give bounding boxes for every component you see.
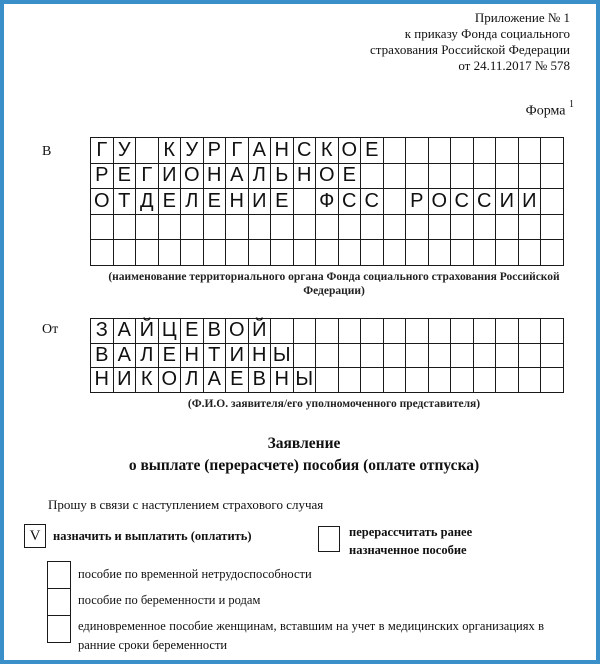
letter-cell[interactable]: Л (181, 368, 204, 393)
letter-cell[interactable] (451, 138, 474, 164)
letter-cell[interactable]: У (181, 138, 204, 164)
letter-cell[interactable] (541, 343, 564, 368)
letter-cell[interactable] (361, 319, 384, 344)
letter-cell[interactable] (496, 319, 519, 344)
letter-cell[interactable] (406, 214, 429, 240)
letter-cell[interactable] (338, 368, 361, 393)
letter-cell[interactable] (271, 214, 294, 240)
letter-cell[interactable] (428, 214, 451, 240)
letter-cell[interactable] (361, 240, 384, 266)
letter-cell[interactable] (428, 138, 451, 164)
letter-cell[interactable] (136, 214, 159, 240)
letter-cell[interactable] (406, 240, 429, 266)
letter-cell[interactable]: В (203, 319, 226, 344)
letter-cell[interactable] (451, 240, 474, 266)
letter-cell[interactable] (226, 240, 249, 266)
request-intro: Прошу в связи с наступлением страхового случая (48, 497, 324, 512)
recipient-grid-row (91, 240, 564, 266)
appendix-line: от 24.11.2017 № 578 (458, 58, 570, 73)
letter-cell[interactable]: Ы (293, 368, 316, 393)
letter-cell[interactable] (361, 214, 384, 240)
letter-cell[interactable] (113, 240, 136, 266)
letter-cell[interactable] (338, 343, 361, 368)
letter-cell[interactable] (473, 214, 496, 240)
letter-cell[interactable] (473, 240, 496, 266)
letter-cell[interactable]: И (496, 189, 519, 215)
letter-cell[interactable]: Е (226, 368, 249, 393)
letter-cell[interactable]: Г (136, 163, 159, 189)
letter-cell[interactable] (181, 214, 204, 240)
letter-cell[interactable]: Л (136, 343, 159, 368)
recipient-grid-row (91, 214, 564, 240)
letter-cell[interactable] (293, 319, 316, 344)
letter-cell[interactable] (473, 163, 496, 189)
letter-cell[interactable] (451, 343, 474, 368)
letter-cell[interactable] (451, 319, 474, 344)
letter-cell[interactable] (541, 368, 564, 393)
letter-cell[interactable] (383, 319, 406, 344)
letter-cell[interactable]: Е (181, 319, 204, 344)
letter-cell[interactable] (181, 240, 204, 266)
letter-cell[interactable] (428, 240, 451, 266)
letter-cell[interactable]: А (113, 319, 136, 344)
letter-cell[interactable] (518, 163, 541, 189)
letter-cell[interactable]: О (428, 189, 451, 215)
letter-cell[interactable] (428, 343, 451, 368)
letter-cell[interactable]: Е (158, 189, 181, 215)
letter-cell[interactable]: Е (271, 189, 294, 215)
recalculate-label-line: назначенное пособие (349, 543, 467, 557)
letter-cell[interactable]: С (361, 189, 384, 215)
letter-cell[interactable]: Е (158, 343, 181, 368)
letter-cell[interactable]: Й (248, 319, 271, 344)
letter-cell[interactable] (316, 368, 339, 393)
letter-cell[interactable] (361, 368, 384, 393)
letter-cell[interactable]: Р (203, 138, 226, 164)
letter-cell[interactable]: Н (271, 138, 294, 164)
form-footnote-mark: 1 (569, 99, 574, 110)
letter-cell[interactable]: В (248, 368, 271, 393)
letter-cell[interactable] (496, 138, 519, 164)
document-subtitle: о выплате (перерасчете) пособия (оплате отпуска) (128, 457, 480, 474)
letter-cell[interactable] (383, 138, 406, 164)
letter-cell[interactable]: Н (248, 343, 271, 368)
letter-cell[interactable] (293, 343, 316, 368)
letter-cell[interactable] (473, 368, 496, 393)
letter-cell[interactable] (293, 189, 316, 215)
letter-cell[interactable]: К (316, 138, 339, 164)
letter-cell[interactable]: И (113, 368, 136, 393)
letter-cell[interactable] (158, 240, 181, 266)
letter-cell[interactable]: Й (136, 319, 159, 344)
letter-cell[interactable]: В (91, 343, 114, 368)
letter-cell[interactable] (316, 319, 339, 344)
letter-cell[interactable]: Т (113, 189, 136, 215)
letter-cell[interactable] (406, 368, 429, 393)
letter-cell[interactable]: И (226, 343, 249, 368)
letter-cell[interactable] (248, 214, 271, 240)
letter-cell[interactable] (428, 319, 451, 344)
letter-cell[interactable] (406, 343, 429, 368)
letter-cell[interactable]: И (518, 189, 541, 215)
letter-cell[interactable] (136, 138, 159, 164)
letter-cell[interactable] (518, 368, 541, 393)
early-registration-label: единовременное пособие женщинам, вставшим на учет в медицинских организациях в ранние сроки беременности (78, 619, 544, 652)
letter-cell[interactable]: Н (293, 163, 316, 189)
letter-cell[interactable] (293, 214, 316, 240)
early-registration-checkbox[interactable] (47, 615, 71, 643)
letter-cell[interactable] (541, 319, 564, 344)
letter-cell[interactable] (226, 214, 249, 240)
letter-cell[interactable] (496, 163, 519, 189)
appendix-line: страхования Российской Федерации (370, 42, 570, 57)
temporary-disability-checkbox[interactable] (47, 561, 71, 589)
letter-cell[interactable]: С (451, 189, 474, 215)
letter-cell[interactable]: И (248, 189, 271, 215)
letter-cell[interactable]: Л (248, 163, 271, 189)
letter-cell[interactable] (473, 319, 496, 344)
letter-cell[interactable]: С (293, 138, 316, 164)
letter-cell[interactable] (361, 163, 384, 189)
applicant-grid-row (91, 343, 564, 368)
letter-cell[interactable]: Е (113, 163, 136, 189)
letter-cell[interactable]: Ы (271, 343, 294, 368)
assign-pay-label: назначить и выплатить (оплатить) (53, 529, 252, 543)
letter-cell[interactable] (383, 368, 406, 393)
letter-cell[interactable] (316, 214, 339, 240)
letter-cell[interactable] (518, 319, 541, 344)
applicant-grid[interactable] (90, 318, 564, 393)
letter-cell[interactable] (541, 138, 564, 164)
letter-cell[interactable] (91, 240, 114, 266)
letter-cell[interactable]: З (91, 319, 114, 344)
letter-cell[interactable] (518, 214, 541, 240)
letter-cell[interactable] (383, 189, 406, 215)
applicant-grid-row (91, 319, 564, 344)
letter-cell[interactable] (428, 163, 451, 189)
letter-cell[interactable]: О (181, 163, 204, 189)
letter-cell[interactable] (451, 163, 474, 189)
letter-cell[interactable] (293, 240, 316, 266)
letter-cell[interactable]: Н (181, 343, 204, 368)
letter-cell[interactable]: Р (91, 163, 114, 189)
letter-cell[interactable] (541, 214, 564, 240)
recipient-caption: (наименование территориального органа Фонда социального страхования Российской Федерации) (108, 271, 560, 297)
letter-cell[interactable]: Е (338, 163, 361, 189)
letter-cell[interactable]: О (226, 319, 249, 344)
letter-cell[interactable] (203, 214, 226, 240)
letter-cell[interactable] (316, 343, 339, 368)
letter-cell[interactable] (451, 368, 474, 393)
letter-cell[interactable]: Г (226, 138, 249, 164)
letter-cell[interactable] (496, 368, 519, 393)
letter-cell[interactable]: У (113, 138, 136, 164)
letter-cell[interactable] (338, 319, 361, 344)
letter-cell[interactable] (91, 214, 114, 240)
letter-cell[interactable] (541, 240, 564, 266)
letter-cell[interactable]: Н (271, 368, 294, 393)
document-title: Заявление (267, 435, 341, 452)
letter-cell[interactable] (451, 214, 474, 240)
maternity-checkbox[interactable] (47, 588, 71, 616)
applicant-label: От (42, 322, 59, 337)
letter-cell[interactable]: О (158, 368, 181, 393)
letter-cell[interactable]: Н (91, 368, 114, 393)
letter-cell[interactable] (518, 138, 541, 164)
letter-cell[interactable] (473, 138, 496, 164)
letter-cell[interactable] (383, 163, 406, 189)
letter-cell[interactable]: Н (203, 163, 226, 189)
letter-cell[interactable] (541, 189, 564, 215)
letter-cell[interactable]: Д (136, 189, 159, 215)
letter-cell[interactable] (136, 240, 159, 266)
letter-cell[interactable] (496, 343, 519, 368)
applicant-caption: (Ф.И.О. заявителя/его уполномоченного представителя) (187, 398, 481, 410)
letter-cell[interactable] (361, 343, 384, 368)
recalculate-label (349, 523, 472, 559)
recalculate-checkbox[interactable] (318, 526, 340, 552)
letter-cell[interactable]: К (158, 138, 181, 164)
letter-cell[interactable] (271, 240, 294, 266)
assign-pay-checkbox[interactable]: V (24, 524, 46, 548)
appendix-line: Приложение № 1 (474, 10, 570, 25)
letter-cell[interactable] (383, 343, 406, 368)
letter-cell[interactable] (316, 240, 339, 266)
letter-cell[interactable] (113, 214, 136, 240)
letter-cell[interactable]: Е (203, 189, 226, 215)
appendix-line: к приказу Фонда социального (404, 26, 570, 41)
letter-cell[interactable]: Г (91, 138, 114, 164)
letter-cell[interactable]: О (91, 189, 114, 215)
letter-cell[interactable]: А (203, 368, 226, 393)
recipient-grid-row (91, 163, 564, 189)
letter-cell[interactable]: И (158, 163, 181, 189)
letter-cell[interactable]: Р (406, 189, 429, 215)
applicant-grid-row (91, 368, 564, 393)
letter-cell[interactable] (383, 214, 406, 240)
letter-cell[interactable]: С (473, 189, 496, 215)
letter-cell[interactable]: Т (203, 343, 226, 368)
recipient-grid-row (91, 189, 564, 215)
appendix-header (370, 10, 570, 74)
letter-cell[interactable]: Л (181, 189, 204, 215)
letter-cell[interactable]: А (248, 138, 271, 164)
letter-cell[interactable] (338, 214, 361, 240)
letter-cell[interactable] (428, 368, 451, 393)
letter-cell[interactable] (271, 319, 294, 344)
form-label-text: Форма (525, 103, 566, 119)
letter-cell[interactable]: Ф (316, 189, 339, 215)
letter-cell[interactable]: С (338, 189, 361, 215)
recipient-grid[interactable] (90, 137, 564, 266)
letter-cell[interactable]: Ь (271, 163, 294, 189)
letter-cell[interactable] (406, 138, 429, 164)
letter-cell[interactable]: О (338, 138, 361, 164)
letter-cell[interactable]: О (316, 163, 339, 189)
recipient-grid-row (91, 138, 564, 164)
letter-cell[interactable] (248, 240, 271, 266)
letter-cell[interactable]: А (113, 343, 136, 368)
form-label (526, 101, 574, 120)
letter-cell[interactable] (406, 163, 429, 189)
letter-cell[interactable] (473, 343, 496, 368)
letter-cell[interactable]: Н (226, 189, 249, 215)
letter-cell[interactable] (158, 214, 181, 240)
letter-cell[interactable] (406, 319, 429, 344)
letter-cell[interactable] (496, 214, 519, 240)
recipient-label: В (42, 144, 52, 159)
letter-cell[interactable] (203, 240, 226, 266)
letter-cell[interactable] (541, 163, 564, 189)
letter-cell[interactable] (496, 240, 519, 266)
letter-cell[interactable] (383, 240, 406, 266)
letter-cell[interactable]: К (136, 368, 159, 393)
letter-cell[interactable]: А (226, 163, 249, 189)
letter-cell[interactable] (338, 240, 361, 266)
temporary-disability-label: пособие по временной нетрудоспособности (78, 567, 312, 581)
letter-cell[interactable]: Ц (158, 319, 181, 344)
recalculate-label-line: перерассчитать ранее (349, 525, 473, 539)
letter-cell[interactable] (518, 240, 541, 266)
letter-cell[interactable]: Е (361, 138, 384, 164)
maternity-label: пособие по беременности и родам (78, 593, 261, 607)
letter-cell[interactable] (518, 343, 541, 368)
